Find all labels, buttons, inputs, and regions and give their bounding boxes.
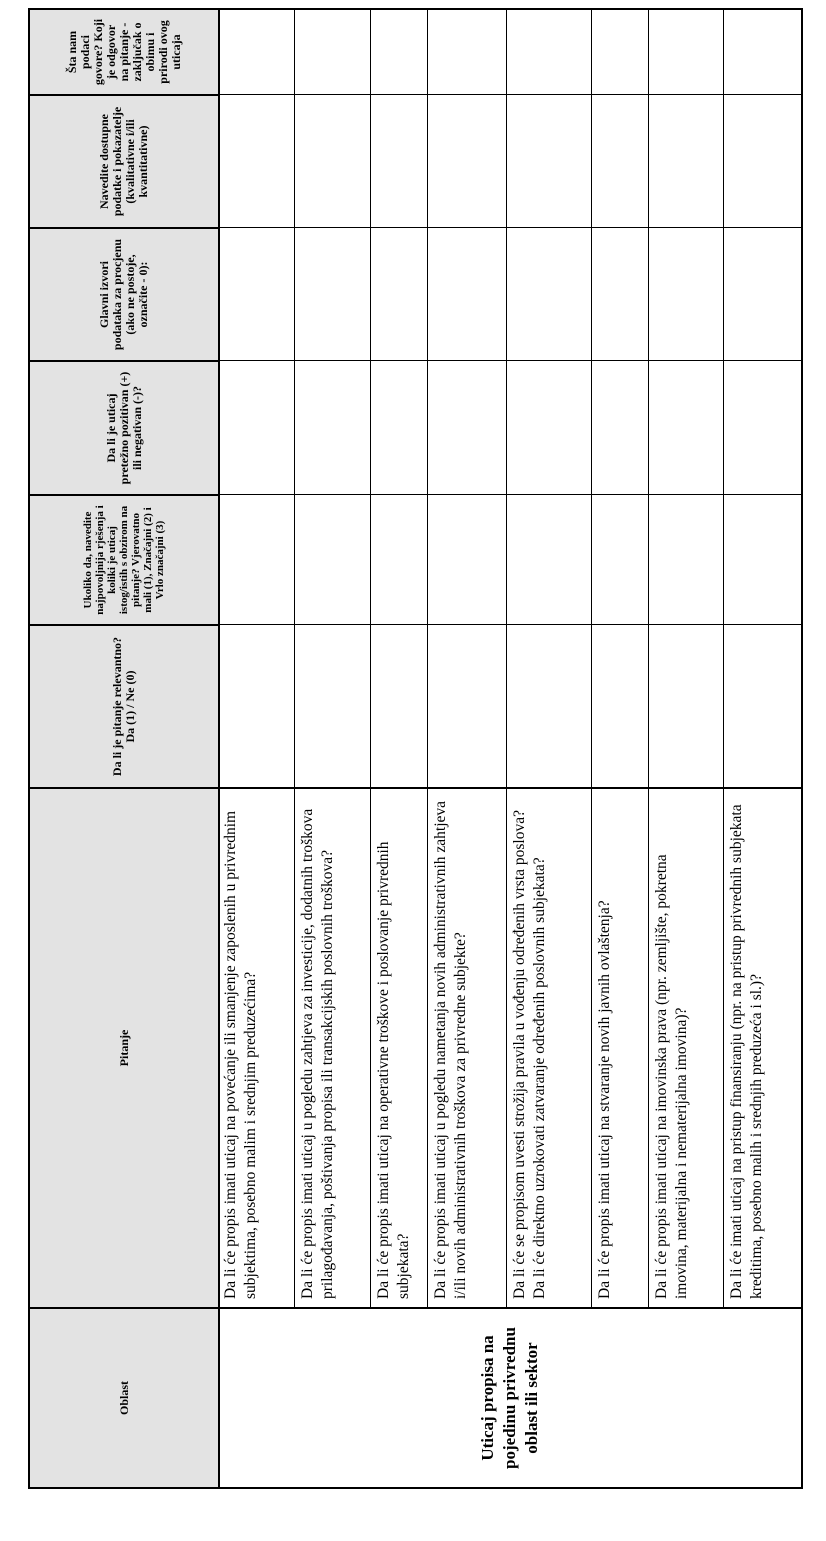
table-row <box>295 10 371 1307</box>
question-cell: Da li će se propisom uvesti strožija pravila u vođenju određenih vrsta poslova? Da li će direktno uzrokovati zatvaranje određenih poslovnih subjekata? <box>507 787 591 1307</box>
data-cell <box>428 94 506 227</box>
header-oblast: Oblast <box>30 1307 218 1487</box>
question-rows <box>218 10 801 1307</box>
question-cell: Da li će propis imati uticaj u pogledu zahtjeva za investicije, dodatnih troškova prilagođavanja, poštivanja propisa ili transakcijskih poslovnih troškova? <box>295 787 370 1307</box>
sources-cell <box>371 227 427 360</box>
question-cell: Da li će imati uticaj na pristup finansiranju (npr. na pristup privrednih subjekata kreditima, posebno malih i srednjih preduzeća i sl.)? <box>724 787 801 1307</box>
question-cell: Da li će propis imati uticaj na imovinska prava (npr. zemljište, pokretna imovina, materijalna i nematerijalna imovina)? <box>649 787 723 1307</box>
data-cell <box>724 94 801 227</box>
header-najpovoljnija: Ukoliko da, navedite najpovoljnija rješenja i koliki je uticaj istog/istih s obzirom na pitanje? Vjerovatno mali (1), Značajni (2) i Vrlo značajni (3) <box>30 494 218 624</box>
conclusion-cell <box>592 10 648 94</box>
relevance-cell <box>649 624 723 787</box>
table-row <box>371 10 428 1307</box>
impact-sign-cell <box>724 360 801 494</box>
table-row <box>649 10 724 1307</box>
assessment-table <box>28 8 803 1489</box>
data-cell <box>592 94 648 227</box>
table-row <box>724 10 801 1307</box>
solution-cell <box>724 494 801 624</box>
sources-cell <box>592 227 648 360</box>
table-row <box>507 10 592 1307</box>
relevance-cell <box>592 624 648 787</box>
data-cell <box>371 94 427 227</box>
header-pozitivan: Da li je uticaj pretežno pozitivan (+) ili negativan (-)? <box>30 360 218 494</box>
question-cell: Da li će propis imati uticaj u pogledu nametanja novih administrativnih zahtjeva i/ili novih administrativnih troškova za privredne subjekte? <box>428 787 506 1307</box>
header-izvori: Glavni izvori podataka za procjenu (ako ne postoje, označite - 0): <box>30 227 218 360</box>
relevance-cell <box>218 624 294 787</box>
conclusion-cell <box>507 10 591 94</box>
sources-cell <box>724 227 801 360</box>
data-cell <box>295 94 370 227</box>
conclusion-cell <box>724 10 801 94</box>
sources-cell <box>428 227 506 360</box>
table-row <box>218 10 295 1307</box>
solution-cell <box>295 494 370 624</box>
conclusion-cell <box>649 10 723 94</box>
relevance-cell <box>507 624 591 787</box>
conclusion-cell <box>371 10 427 94</box>
header-podaci: Navedite dostupne podatke i pokazatelje (kvalitativne i/ili kvantitativne) <box>30 94 218 227</box>
conclusion-cell <box>218 10 294 94</box>
conclusion-cell <box>428 10 506 94</box>
relevance-cell <box>428 624 506 787</box>
solution-cell <box>592 494 648 624</box>
sources-cell <box>218 227 294 360</box>
sources-cell <box>649 227 723 360</box>
solution-cell <box>507 494 591 624</box>
solution-cell <box>428 494 506 624</box>
sources-cell <box>507 227 591 360</box>
header-pitanje: Pitanje <box>30 787 218 1307</box>
conclusion-cell <box>295 10 370 94</box>
oblast-cell: Uticaj propisa na pojedinu privrednu oblast ili sektor <box>218 1307 801 1487</box>
relevance-cell <box>724 624 801 787</box>
header-zakljucak: Šta nam podaci govore? Koji je odgovor na pitanje - zaključak o obimu i prirodi ovog uticaja <box>30 10 218 94</box>
table-body <box>218 10 801 1487</box>
impact-sign-cell <box>295 360 370 494</box>
question-cell: Da li će propis imati uticaj na povećanje ili smanjenje zaposlenih u privrednim subjektima, posebno malim i srednjim preduzećima? <box>218 787 294 1307</box>
impact-sign-cell <box>428 360 506 494</box>
impact-sign-cell <box>649 360 723 494</box>
question-cell: Da li će propis imati uticaj na stvaranje novih javnih ovlaštenja? <box>592 787 648 1307</box>
relevance-cell <box>371 624 427 787</box>
impact-sign-cell <box>218 360 294 494</box>
impact-sign-cell <box>507 360 591 494</box>
solution-cell <box>218 494 294 624</box>
table-row <box>592 10 649 1307</box>
table-row <box>428 10 507 1307</box>
data-cell <box>507 94 591 227</box>
header-relevantno: Da li je pitanje relevantno? Da (1) / Ne (0) <box>30 624 218 787</box>
relevance-cell <box>295 624 370 787</box>
impact-sign-cell <box>592 360 648 494</box>
solution-cell <box>371 494 427 624</box>
header-row <box>30 10 220 1487</box>
impact-sign-cell <box>371 360 427 494</box>
data-cell <box>218 94 294 227</box>
solution-cell <box>649 494 723 624</box>
data-cell <box>649 94 723 227</box>
sources-cell <box>295 227 370 360</box>
question-cell: Da li će propis imati uticaj na operativne troškove i poslovanje privrednih subjekata? <box>371 787 427 1307</box>
